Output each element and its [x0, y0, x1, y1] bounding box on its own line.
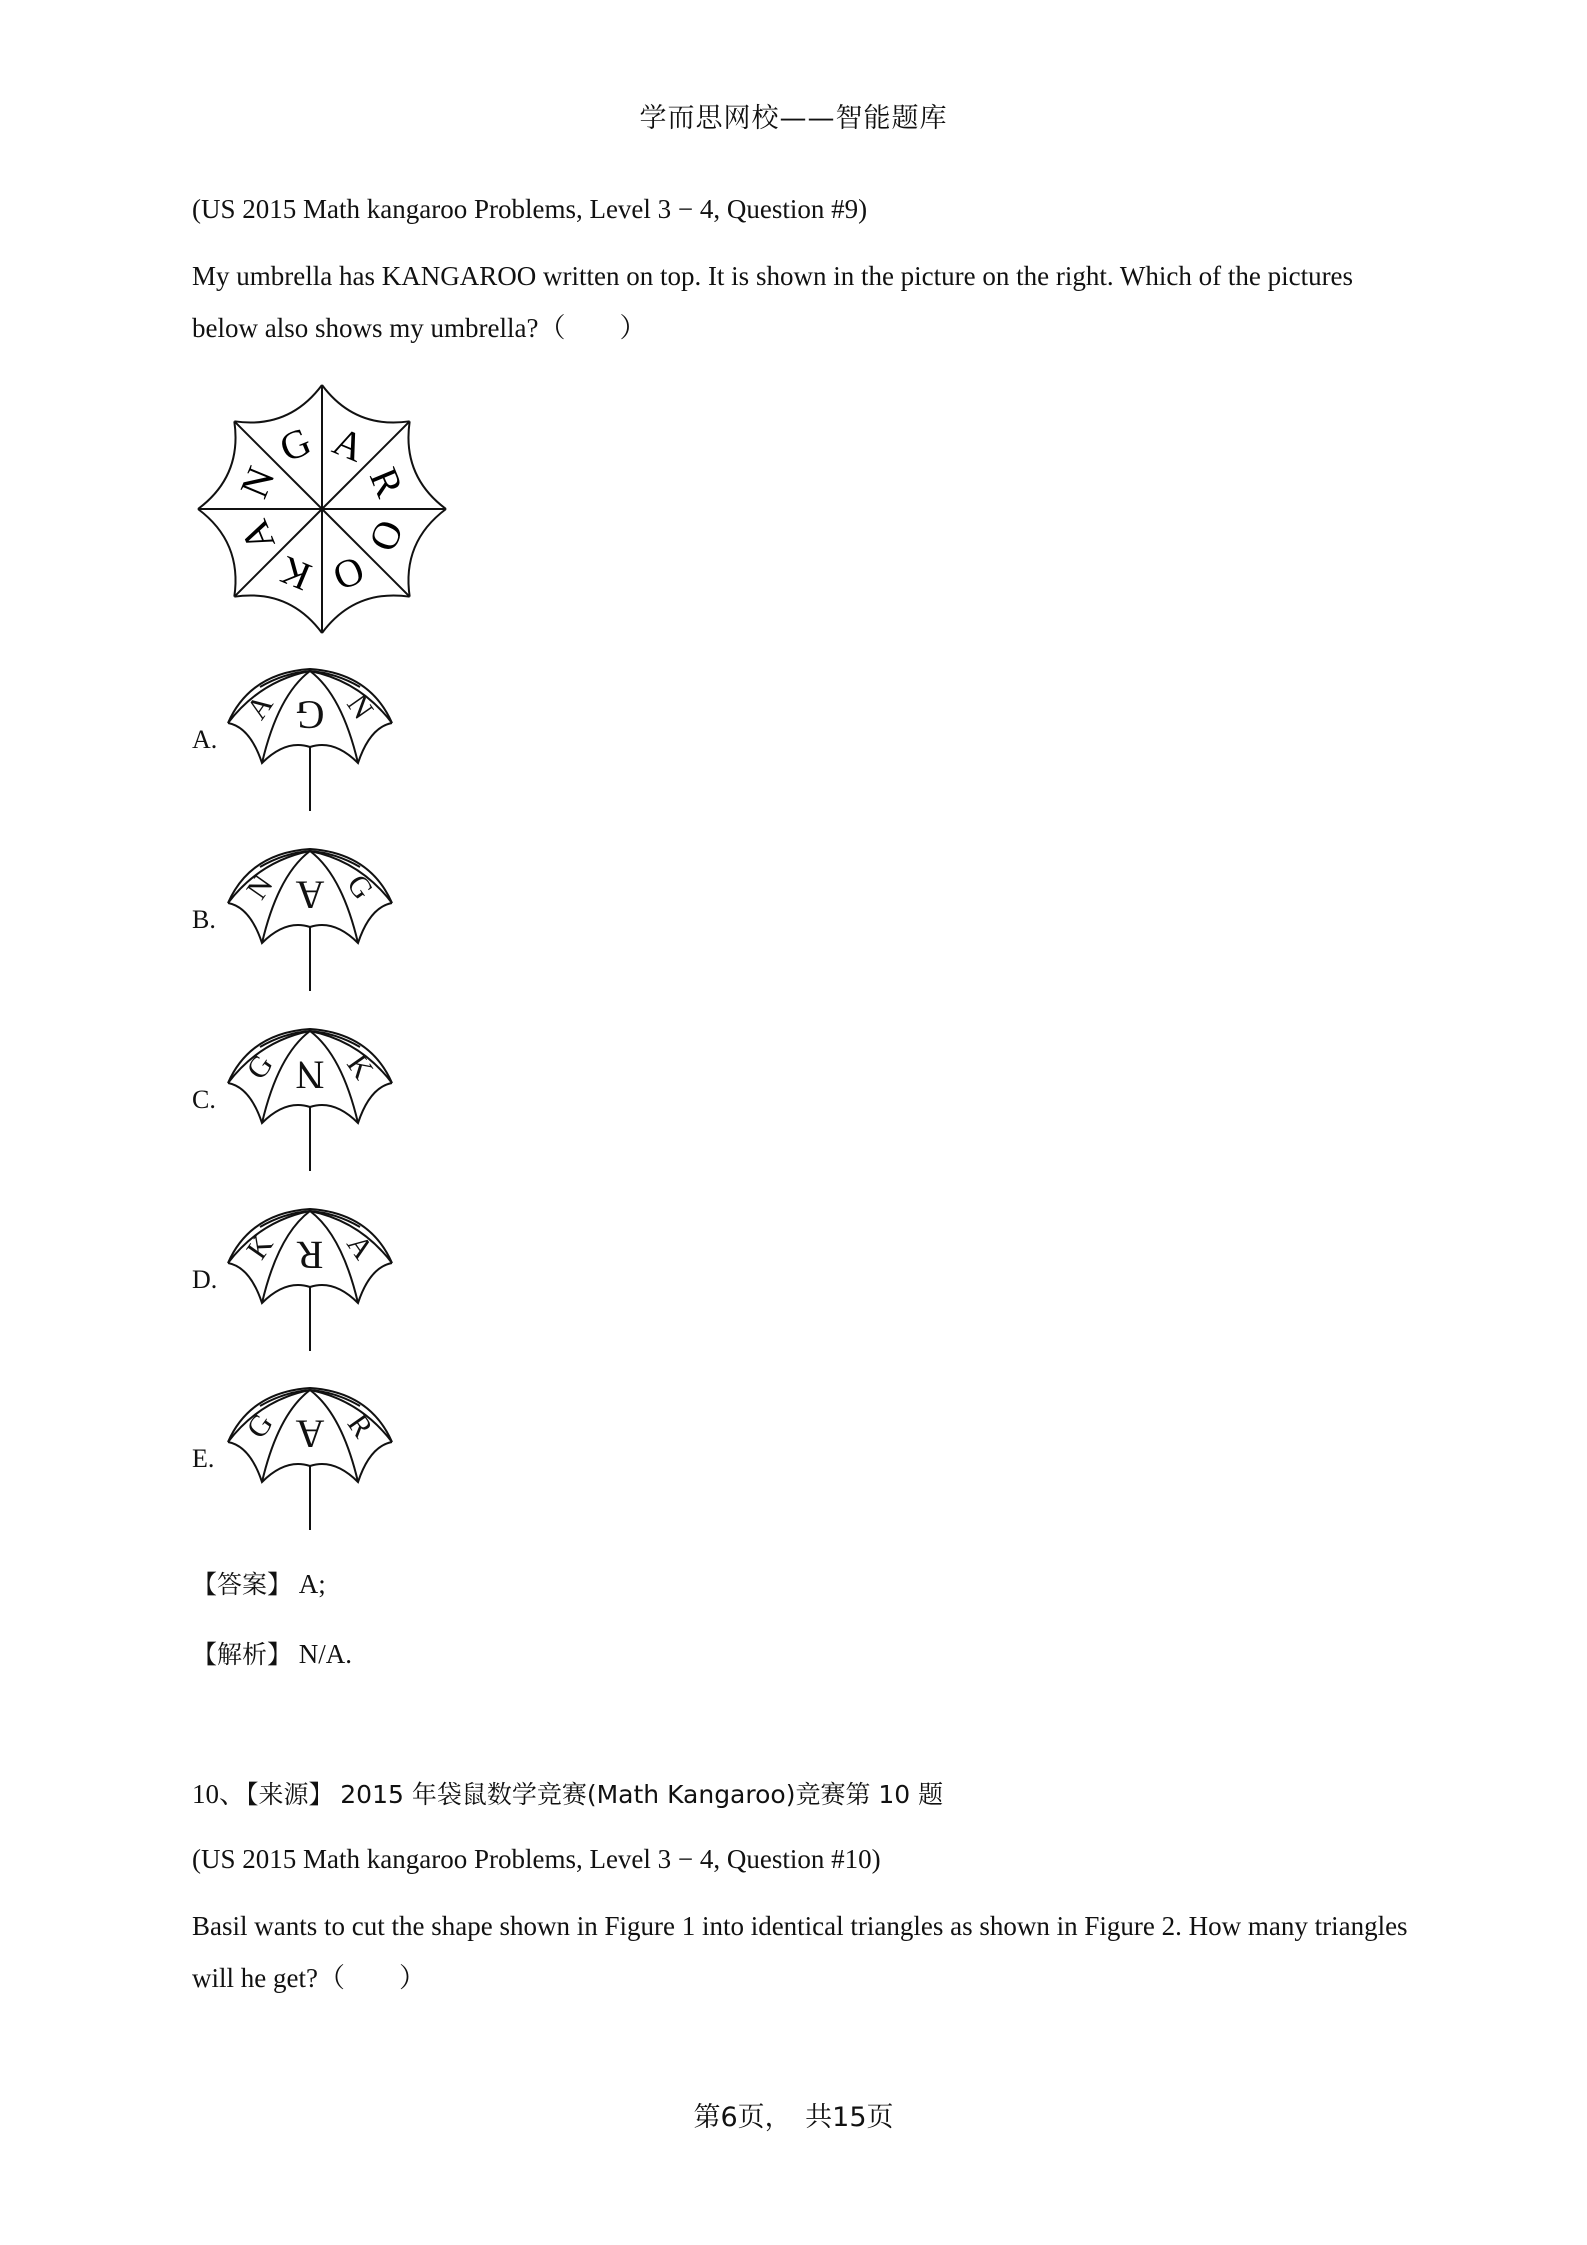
umbrella-edge — [322, 385, 410, 423]
umbrella-letter: A — [326, 418, 371, 471]
option-umbrella[interactable] — [220, 845, 400, 1000]
umbrella-letter: R — [360, 461, 413, 504]
umbrella-letter: N — [340, 688, 380, 726]
q9-analysis — [192, 1635, 352, 1671]
umbrella-letter: A — [295, 872, 325, 918]
option-umbrella[interactable] — [220, 665, 400, 820]
umbrella-letter: O — [326, 547, 371, 600]
umbrella-letter: G — [340, 868, 380, 906]
q9-answer — [192, 1565, 326, 1601]
umbrella-edge — [198, 421, 236, 509]
answer-value: A; — [298, 1569, 326, 1599]
q10-source-cn: 2015 年袋鼠数学竞赛(Math Kangaroo)竞赛第 10 题 — [340, 1780, 944, 1809]
umbrella-edge — [408, 509, 446, 597]
page-footer: 第6页， 共15页 — [693, 2102, 894, 2133]
main-umbrella-figure — [192, 378, 452, 645]
umbrella-top-rim — [260, 851, 360, 867]
umbrella-top — [198, 385, 446, 633]
option-umbrella-svg — [220, 1025, 400, 1175]
umbrella-edge — [234, 385, 322, 423]
umbrella-top-rim — [260, 1031, 360, 1047]
umbrella-letter: R — [296, 1232, 324, 1278]
umbrella-letter: N — [295, 1052, 325, 1098]
umbrella-letter: G — [240, 1407, 280, 1445]
umbrella-top-rim — [260, 671, 360, 687]
q10-number: 10、 — [192, 1779, 246, 1809]
q10-source-tag: 【来源】 — [246, 1780, 334, 1809]
umbrella-letter: K — [273, 547, 318, 600]
umbrella-edge — [322, 595, 410, 633]
umbrella-letter: R — [340, 1408, 380, 1444]
q9-question-text: My umbrella has KANGAROO written on top. It is shown in the picture on the right. Which of the pictures below also shows my umbrella?（ ） — [192, 261, 1354, 343]
umbrella-letter: G — [240, 1048, 280, 1086]
option-label[interactable]: C. — [192, 1085, 216, 1114]
umbrella-letter: O — [360, 513, 413, 558]
analysis-tag: 【解析】 — [192, 1640, 293, 1669]
umbrella-letter: A — [240, 688, 280, 726]
option-label[interactable]: A. — [192, 725, 218, 754]
option-umbrella[interactable] — [220, 1205, 400, 1360]
umbrella-letter: G — [273, 418, 318, 471]
umbrella-letter: A — [340, 1228, 380, 1266]
option-label[interactable]: D. — [192, 1265, 218, 1294]
option-umbrella[interactable] — [220, 1025, 400, 1180]
option-label[interactable]: B. — [192, 905, 216, 934]
q9-source: (US 2015 Math kangaroo Problems, Level 3 − 4, Question #9) — [192, 194, 868, 224]
umbrella-top-rim — [260, 1211, 360, 1227]
option-umbrella-svg — [220, 665, 400, 815]
umbrella-top-rim — [260, 1390, 360, 1406]
umbrella-letter: G — [295, 692, 325, 738]
q10-source: (US 2015 Math kangaroo Problems, Level 3 − 4, Question #10) — [192, 1844, 881, 1874]
option-umbrella[interactable] — [220, 1384, 400, 1539]
page-header: 学而思网校——智能题库 — [639, 103, 948, 134]
umbrella-letter: N — [240, 868, 280, 906]
umbrella-letter: A — [231, 513, 284, 558]
q10-header — [192, 1772, 943, 1811]
umbrella-edge — [198, 509, 236, 597]
option-umbrella-svg — [220, 1205, 400, 1355]
umbrella-letter: A — [295, 1411, 325, 1457]
analysis-value: N/A. — [298, 1639, 353, 1669]
umbrella-letter: K — [340, 1048, 380, 1086]
umbrella-letter: N — [231, 460, 284, 505]
option-label[interactable]: E. — [192, 1444, 215, 1473]
main-umbrella-svg — [192, 378, 452, 640]
q10-question-text: Basil wants to cut the shape shown in Figure 1 into identical triangles as shown in Figure 2. How many triangles will he get?（ ） — [192, 1911, 1408, 1993]
option-umbrella-svg — [220, 845, 400, 995]
umbrella-letter: K — [240, 1228, 280, 1266]
option-umbrella-svg — [220, 1384, 400, 1534]
umbrella-edge — [234, 595, 322, 633]
umbrella-edge — [408, 421, 446, 509]
answer-tag: 【答案】 — [192, 1570, 293, 1599]
